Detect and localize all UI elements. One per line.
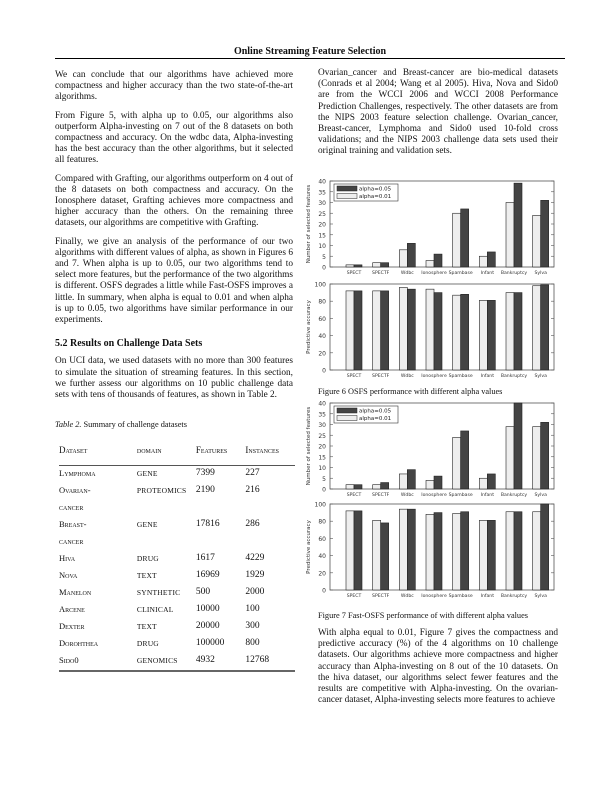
bar-alpha-0.01	[399, 474, 407, 489]
fig6-features-chart	[292, 175, 562, 283]
y-axis-label: Number of selected features	[306, 184, 312, 264]
x-tick-label: SPECT	[346, 493, 362, 498]
x-tick-label: Spambase	[448, 594, 473, 599]
section-heading: 5.2 Results on Challenge Data Sets	[55, 338, 203, 350]
bar-alpha-0.05	[407, 470, 415, 489]
y-tick-label: 5	[322, 475, 326, 483]
table-row	[59, 483, 295, 500]
legend-label: alpha=0.01	[359, 416, 392, 422]
bar-alpha-0.05	[461, 512, 469, 590]
bar-alpha-0.05	[434, 476, 442, 489]
cell-features: 17816	[195, 518, 220, 529]
fig7-accuracy-chart	[292, 498, 562, 606]
table-row	[59, 619, 295, 636]
legend-swatch-alpha-0.05	[337, 408, 357, 413]
bar-alpha-0.05	[487, 300, 495, 370]
y-tick-label: 100	[314, 281, 326, 289]
running-title: Online Streaming Feature Selection	[233, 46, 387, 57]
legend	[334, 406, 398, 423]
y-tick-label: 20	[318, 221, 326, 229]
legend-label: alpha=0.05	[359, 408, 392, 415]
y-tick-label: 10	[318, 243, 326, 250]
table-row	[59, 653, 295, 671]
bar-alpha-0.01	[346, 511, 354, 590]
bar-alpha-0.01	[453, 213, 461, 267]
table-row	[59, 551, 295, 568]
x-tick-label: Ionosphere	[421, 374, 447, 379]
bar-alpha-0.05	[354, 265, 362, 267]
table-row-continuation	[59, 500, 295, 517]
paragraph: On UCI data, we used datasets with no more than 300 features to simulate the situation of streaming features. In this section, we further assess our algorithms on 10 public challenge data sets with tens of thousands of features, as shown in Table 2.	[55, 356, 293, 401]
y-tick-label: 35	[318, 411, 326, 419]
table-row	[59, 517, 295, 534]
y-tick-label: 0	[322, 486, 326, 494]
x-tick-label: Ionosphere	[421, 271, 447, 276]
cell-features: 10000	[195, 603, 220, 614]
bar-alpha-0.01	[453, 437, 461, 489]
empty-cell	[137, 500, 196, 517]
cell-dataset: Ovarian-	[59, 484, 91, 495]
x-tick-label: Spambase	[448, 493, 473, 498]
table-row	[59, 636, 295, 653]
cell-domain: PROTEOMICS	[136, 485, 187, 495]
y-tick-label: 20	[318, 443, 326, 451]
bar-alpha-0.01	[399, 509, 407, 590]
right-column	[318, 68, 558, 165]
cell-domain: TEXT	[136, 621, 157, 631]
cell-dataset: Arcene	[59, 603, 85, 614]
x-tick-label: Infant	[480, 493, 495, 498]
legend-swatch-alpha-0.05	[337, 186, 357, 191]
cell-domain: GENE	[136, 468, 158, 478]
bar-alpha-0.05	[487, 520, 495, 590]
y-tick-label: 30	[318, 200, 326, 207]
x-tick-label: Infant	[480, 271, 495, 276]
cell-features: 4932	[196, 653, 246, 671]
y-tick-label: 15	[318, 454, 326, 462]
bar-alpha-0.01	[506, 203, 514, 268]
cell-features: 500	[195, 586, 211, 597]
bar-alpha-0.01	[373, 520, 381, 590]
cell-instances: 300	[245, 620, 260, 631]
cell-dataset: Breast-	[59, 518, 87, 529]
cell-features: 20000	[195, 620, 220, 631]
cell-instances: 286	[245, 518, 260, 529]
cell-dataset-continued: cancer	[59, 501, 84, 512]
y-tick-label: 60	[318, 315, 326, 323]
y-axis-label: Predictive accuracy	[306, 520, 312, 574]
bar-alpha-0.01	[346, 485, 354, 489]
x-tick-label: SPECTF	[372, 271, 390, 276]
bar-alpha-0.05	[354, 291, 362, 370]
cell-features: 1617	[195, 552, 215, 563]
bar-alpha-0.05	[354, 485, 362, 489]
cell-domain: TEXT	[136, 570, 157, 580]
empty-cell	[196, 500, 246, 517]
fig7-features-chart	[292, 397, 562, 505]
cell-domain: DRUG	[136, 553, 159, 563]
x-tick-label: Infant	[480, 594, 495, 599]
bar-alpha-0.05	[487, 252, 495, 267]
x-tick-label: Sylva	[534, 271, 547, 276]
cell-dataset: Sido0	[59, 653, 137, 671]
cell-instances: 1929	[245, 569, 265, 580]
bar-alpha-0.01	[506, 427, 514, 489]
bar-alpha-0.01	[373, 485, 381, 489]
bar-alpha-0.05	[541, 285, 549, 370]
legend-swatch-alpha-0.01	[337, 416, 357, 421]
y-tick-label: 5	[322, 253, 326, 261]
cell-domain: CLINICAL	[136, 604, 174, 614]
x-tick-label: SPECT	[346, 271, 362, 276]
paragraph: With alpha equal to 0.01, Figure 7 gives the compactness and predictive accuracy (%) of the 4 algorithms on 10 challenge datasets. Our algorithms achieve more compactness and higher accuracy than Alpha-investing on 8 out of the 10 datasets. On the hiva dataset, our algorithms select fewer features and the results are competitive with Alpha-investing. On the ovarian-cancer dataset, Alpha-investing selects more features to achieve	[318, 628, 558, 706]
bar-alpha-0.05	[354, 511, 362, 590]
cell-instances: 4229	[245, 552, 265, 563]
y-tick-label: 15	[318, 232, 326, 240]
bar-alpha-0.01	[533, 512, 541, 590]
bar-alpha-0.01	[426, 480, 434, 489]
x-tick-label: Ionosphere	[421, 594, 447, 599]
cell-features: 7399	[195, 467, 215, 478]
right-column-bottom	[318, 628, 558, 713]
fig6-accuracy-chart	[292, 278, 562, 386]
legend-swatch-alpha-0.01	[337, 194, 357, 199]
paragraph: From Figure 5, with alpha up to 0.05, our algorithms also outperform Alpha-investing on 7 out of the 8 datasets on both compactness and accuracy. On the wdbc data, Alpha-investing has the best accuracy than the other algorithms, but it selected all features.	[55, 110, 293, 166]
y-tick-label: 60	[318, 535, 326, 543]
bar-alpha-0.05	[407, 509, 415, 590]
bar-alpha-0.01	[533, 286, 541, 370]
bar-alpha-0.05	[461, 294, 469, 370]
bar-alpha-0.05	[514, 183, 522, 267]
bar-alpha-0.05	[461, 209, 469, 267]
figure6-caption: Figure 6 OSFS performance with different alpha values	[318, 387, 503, 396]
bar-alpha-0.01	[399, 287, 407, 370]
x-tick-label: SPECT	[346, 594, 362, 599]
cell-dataset-continued: cancer	[59, 535, 84, 546]
cell-instances: 12768	[245, 653, 295, 671]
table-row-continuation	[59, 534, 295, 551]
bar-alpha-0.05	[434, 513, 442, 590]
table-caption-text: Summary of challenge datasets	[81, 420, 187, 430]
cell-dataset: Dexter	[59, 620, 85, 631]
bar-alpha-0.01	[453, 295, 461, 370]
legend-label: alpha=0.05	[359, 186, 392, 193]
x-tick-label: Wdbc	[400, 271, 414, 276]
paragraph: Compared with Grafting, our algorithms outperform on 4 out of the 8 datasets on both compactness and accuracy. On the Ionosphere dataset, Grafting achieves more compactness and higher accuracy than the others. On the remaining three datasets, our algorithms are competitive with Grafting.	[55, 173, 293, 229]
cell-dataset: Dorohthea	[59, 637, 99, 648]
legend	[334, 184, 398, 201]
bar-alpha-0.05	[381, 263, 389, 267]
cell-features: 16969	[195, 569, 220, 580]
x-tick-label: Ionosphere	[421, 493, 447, 498]
left-column	[55, 70, 293, 672]
bar-alpha-0.05	[381, 291, 389, 370]
bar-alpha-0.05	[514, 512, 522, 590]
y-axis-label: Number of selected features	[306, 406, 312, 486]
y-tick-label: 80	[318, 298, 326, 306]
table-row	[59, 568, 295, 585]
bar-alpha-0.01	[506, 512, 514, 590]
x-tick-label: Wdbc	[400, 493, 414, 498]
bar-alpha-0.05	[381, 483, 389, 489]
x-tick-label: Bankruptcy	[500, 271, 528, 276]
x-tick-label: Spambase	[448, 271, 473, 276]
y-tick-label: 35	[318, 189, 326, 197]
cell-domain: SYNTHETIC	[136, 587, 181, 597]
bar-alpha-0.05	[381, 523, 389, 590]
cell-domain: GENOMICS	[137, 653, 196, 671]
empty-cell	[196, 534, 246, 551]
bar-alpha-0.01	[399, 250, 407, 267]
cell-dataset: Nova	[59, 569, 78, 580]
table-row	[59, 585, 295, 602]
table-row	[59, 602, 295, 619]
bar-alpha-0.05	[541, 200, 549, 267]
cell-instances: 800	[245, 637, 260, 648]
bar-alpha-0.05	[514, 293, 522, 370]
bar-alpha-0.01	[426, 289, 434, 370]
y-tick-label: 100	[314, 501, 326, 509]
bar-alpha-0.01	[479, 478, 487, 489]
column-header-dataset: Dataset	[59, 438, 137, 465]
y-tick-label: 40	[318, 178, 326, 186]
bar-alpha-0.05	[407, 289, 415, 370]
y-tick-label: 0	[322, 587, 326, 595]
bar-alpha-0.01	[426, 514, 434, 590]
y-axis-label: Predictive accuracy	[306, 300, 312, 354]
column-header-domain: domain	[137, 438, 196, 465]
challenge-datasets-table	[59, 438, 295, 671]
x-tick-label: Infant	[480, 374, 495, 379]
table-caption	[55, 419, 293, 430]
y-tick-label: 25	[318, 210, 326, 218]
bar-alpha-0.05	[461, 431, 469, 489]
bar-alpha-0.01	[533, 215, 541, 267]
cell-features: 2190	[195, 484, 215, 495]
paragraph: We can conclude that our algorithms have achieved more compactness and higher accuracy than the two state-of-the-art algorithms.	[55, 70, 293, 103]
cell-dataset: Hiva	[59, 552, 76, 563]
bar-alpha-0.01	[479, 256, 487, 267]
cell-domain: DRUG	[136, 638, 159, 648]
bar-alpha-0.05	[487, 474, 495, 489]
bar-alpha-0.01	[479, 300, 487, 370]
y-tick-label: 20	[318, 570, 326, 578]
table-caption-label: Table 2.	[55, 420, 82, 430]
table-header-row	[59, 438, 295, 465]
x-tick-label: SPECT	[346, 374, 362, 379]
bar-alpha-0.01	[479, 520, 487, 590]
cell-instances: 227	[245, 467, 260, 478]
bar-alpha-0.01	[426, 261, 434, 267]
bar-alpha-0.01	[506, 293, 514, 370]
bar-alpha-0.01	[533, 427, 541, 489]
header-rule	[55, 58, 565, 59]
x-tick-label: SPECTF	[372, 374, 390, 379]
cell-instances: 216	[245, 484, 260, 495]
x-tick-label: SPECTF	[372, 493, 390, 498]
x-tick-label: Spambase	[448, 374, 473, 379]
y-tick-label: 20	[318, 350, 326, 358]
cell-dataset: Lymphoma	[59, 467, 96, 478]
bar-alpha-0.01	[453, 513, 461, 590]
x-tick-label: SPECTF	[372, 594, 390, 599]
y-tick-label: 40	[318, 333, 326, 341]
y-tick-label: 0	[322, 264, 326, 272]
empty-cell	[245, 500, 295, 517]
y-tick-label: 40	[318, 553, 326, 561]
bar-alpha-0.01	[373, 291, 381, 370]
empty-cell	[245, 534, 295, 551]
figure7-caption: Figure 7 Fast-OSFS performance of with different alpha values	[318, 611, 528, 620]
table-row	[59, 465, 295, 483]
cell-domain: GENE	[136, 519, 158, 529]
x-tick-label: Bankruptcy	[500, 374, 528, 379]
y-tick-label: 10	[318, 465, 326, 472]
bar-alpha-0.05	[541, 504, 549, 590]
y-tick-label: 0	[322, 367, 326, 375]
paragraph: Ovarian_cancer and Breast-cancer are bio-medical datasets (Conrads et al 2004; Wang et al 2005). Hiva, Nova and Sido0 are from the WCCI 2006 and WCCI 2008 Performance Prediction Challenges, respectively. The other datasets are from the NIPS 2003 feature selection challenge. Ovarian_cancer, Breast-cancer, Lymphoma and Sido0 used 10-fold cross validations; and the NIPS 2003 challenge data sets used their original training and validation sets.	[318, 68, 558, 157]
cell-dataset: Manelon	[59, 586, 92, 597]
column-header-features: Features	[196, 438, 246, 465]
bar-alpha-0.05	[434, 293, 442, 370]
x-tick-label: Wdbc	[400, 374, 414, 379]
cell-instances: 2000	[245, 586, 265, 597]
x-tick-label: Bankruptcy	[500, 493, 528, 498]
x-tick-label: Sylva	[534, 594, 547, 599]
bar-alpha-0.05	[407, 243, 415, 267]
x-tick-label: Wdbc	[400, 594, 414, 599]
legend-label: alpha=0.01	[359, 194, 392, 200]
bar-alpha-0.01	[346, 291, 354, 370]
bar-alpha-0.01	[346, 265, 354, 267]
cell-instances: 100	[245, 603, 260, 614]
paragraph: Finally, we give an analysis of the performance of our two algorithms with different values of alpha, as shown in Figures 6 and 7. When alpha is up to 0.05, our two algorithms tend to select more features, but the performance of the two algorithms is different. OSFS degrades a little while Fast-OSFS improves a little. In summary, when alpha is equal to 0.01 and when alpha is up to 0.05, two algorithms have similar performance in our experiments.	[55, 236, 293, 326]
x-tick-label: Sylva	[534, 493, 547, 498]
empty-cell	[137, 534, 196, 551]
cell-features: 100000	[195, 637, 225, 648]
column-header-instances: Instances	[245, 438, 295, 465]
y-tick-label: 25	[318, 432, 326, 440]
bar-alpha-0.05	[541, 422, 549, 489]
bar-alpha-0.05	[514, 403, 522, 489]
x-tick-label: Sylva	[534, 374, 547, 379]
bar-alpha-0.01	[373, 263, 381, 267]
x-tick-label: Bankruptcy	[500, 594, 528, 599]
bar-alpha-0.05	[434, 254, 442, 267]
y-tick-label: 40	[318, 400, 326, 408]
y-tick-label: 80	[318, 518, 326, 526]
y-tick-label: 30	[318, 422, 326, 429]
